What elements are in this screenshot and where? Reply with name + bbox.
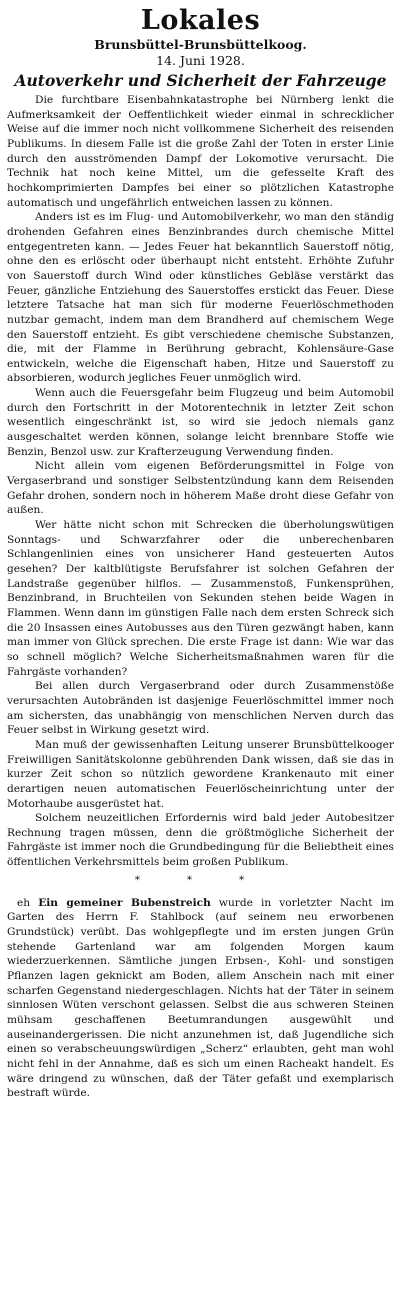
dateline: Brunsbüttel-Brunsbüttelkoog. <box>94 37 307 52</box>
article-paragraph: Nicht allein vom eigenen Beförderungsmittel in Folge von Vergaserbrand und sonstiger Selbstentzündung kann dem Reisenden Gefahr drohen, sondern noch in höherem Maße droht diese Gefahr von außen. <box>7 460 394 517</box>
article-paragraph: Solchem neuzeitlichen Erfordernis wird bald jeder Autobesitzer Rechnung tragen müssen, denn die größtmögliche Sicherheit der Fahrgäste ist immer noch die Grundbedingung für die Beliebtheit eines öffentlichen Verkehrsmittels beim großen Publikum. <box>7 812 394 869</box>
section-masthead: Lokales <box>140 5 261 36</box>
article-paragraph: Bei allen durch Vergaserbrand oder durch Zusammenstöße verursachten Autobränden ist dasjenige Feuerlöschmittel immer noch am sichersten, das unabhängig von menschlichen Nerven durch das Feuer selbst in Wirkung gesetzt wird. <box>7 680 394 737</box>
article-headline: Autoverkehr und Sicherheit der Fahrzeuge <box>14 71 387 90</box>
article <box>7 71 394 1101</box>
article-body <box>7 93 394 1101</box>
item-lead: Ein gemeiner Bubenstreich <box>38 896 211 909</box>
news-item <box>7 896 394 1101</box>
article-paragraph: Die furchtbare Eisenbahnkatastrophe bei Nürnberg lenkt die Aufmerksamkeit der Oeffentlichkeit wieder einmal in schrecklicher Weise auf die immer noch nicht vollkommene Sicherheit des reisenden Publikums. In diesem Falle ist die große Zahl der Toten in erster Linie durch den ausströmenden Dampf der Lokomotive verursacht. Die Technik hat noch keine Mittel, um die gefesselte Kraft des hochkomprimierten Dampfes bei einer so plötzlichen Katastrophe automatisch und ungefährlich entweichen lassen zu können. <box>7 94 394 209</box>
article-paragraph: Man muß der gewissenhaften Leitung unserer Brunsbüttelkooger Freiwilligen Sanitätskolonne gebührenden Dank wissen, daß sie das in kurzer Zeit schon so nützlich gewordene Krankenauto mit einer derartigen neuen automatischen Feuerlöscheinrichtung unter der Motorhaube ausgerüstet hat. <box>7 738 394 810</box>
article-paragraph: Wer hätte nicht schon mit Schrecken die überholungswütigen Sonntags- und Schwarzfahrer oder die unberechenbaren Schlangenlinien eines von unsicherer Hand gesteuerten Autos gesehen? Der kaltblütigste Berufsfahrer ist solchen Gefahren der Landstraße gegenüber hilflos. — Zusammenstoß, Funkensprühen, Benzinbrand, in Bruchteilen von Sekunden stehen beide Wagen in Flammen. Wenn dann im günstigen Falle nach dem ersten Schreck sich die 20 Insassen eines Autobusses aus den Türen gezwängt haben, kann man immer von Glück sprechen. Die erste Frage ist dann: Wie war das so schnell möglich? Welche Sicherheitsmaßnahmen waren für die Fahrgäste vorhanden? <box>7 519 394 678</box>
publication-date: 14. Juni 1928. <box>156 53 245 68</box>
article-paragraph: Anders ist es im Flug- und Automobilverkehr, wo man den ständig drohenden Gefahren eines Benzinbrandes durch chemische Mittel entgegentreten kann. — Jedes Feuer hat bekanntlich Sauerstoff nötig, ohne den es erlöscht oder überhaupt nicht entsteht. Erhöhte Zufuhr von Sauerstoff durch Wind oder künstliches Gebläse verstärkt das Feuer, gänzliche Entziehung des Sauerstoffes erstickt das Feuer. Diese letztere Tatsache hat man sich für moderne Feuerlöschmethoden nutzbar gemacht, indem man dem Brandherd auf chemischem Wege den Sauerstoff entzieht. Es gibt verschiedene chemische Substanzen, die, mit der Flamme in Berührung gebracht, Kohlensäure-Gase entwickeln, welche die Eigenschaft haben, Hitze und Sauerstoff zu absorbieren, wodurch jegliches Feuer unmöglich wird. <box>7 211 394 385</box>
item-text: wurde in vorletzter Nacht im Garten des Herrn F. Stahlbock (auf seinem neu erworbenen Grundstück) verübt. Das wohlgepflegte und im ersten jungen Grün stehende Gartenland war am folgenden Morgen kaum wiederzuerkennen. Sämtliche jungen Erbsen-, Kohl- und sonstigen Pflanzen lagen geknickt am Boden, allem Anschein nach mit einer scharfen Gegenstand niedergeschlagen. Nichts hat der Täter in seinem sinnlosen Wüten verschont gelassen. Selbst die aus schweren Steinen mühsam geschaffenen Beetumrandungen ausgewühlt und auseinandergerissen. Die nicht anzunehmen ist, daß Jugendliche sich einen so verabscheuungswürdigen „Scherz“ erlaubten, geht man wohl nicht fehl in der Annahme, daß es sich um einen Racheakt handelt. Es wäre dringend zu wünschen, daß der Täter gefaßt und exemplarisch bestraft würde. <box>7 896 395 1100</box>
item-prefix: eh <box>17 896 31 909</box>
article-paragraph: Wenn auch die Feuersgefahr beim Flugzeug und beim Automobil durch den Fortschritt in der Motorentechnik in letzter Zeit schon wesentlich eingeschränkt ist, so wird sie jedoch niemals ganz ausgeschaltet werden können, solange leicht brennbare Stoffe wie Benzin, Benzol usw. zur Krafterzeugung Verwendung finden. <box>7 387 394 458</box>
section-separator: * * * <box>134 874 267 886</box>
